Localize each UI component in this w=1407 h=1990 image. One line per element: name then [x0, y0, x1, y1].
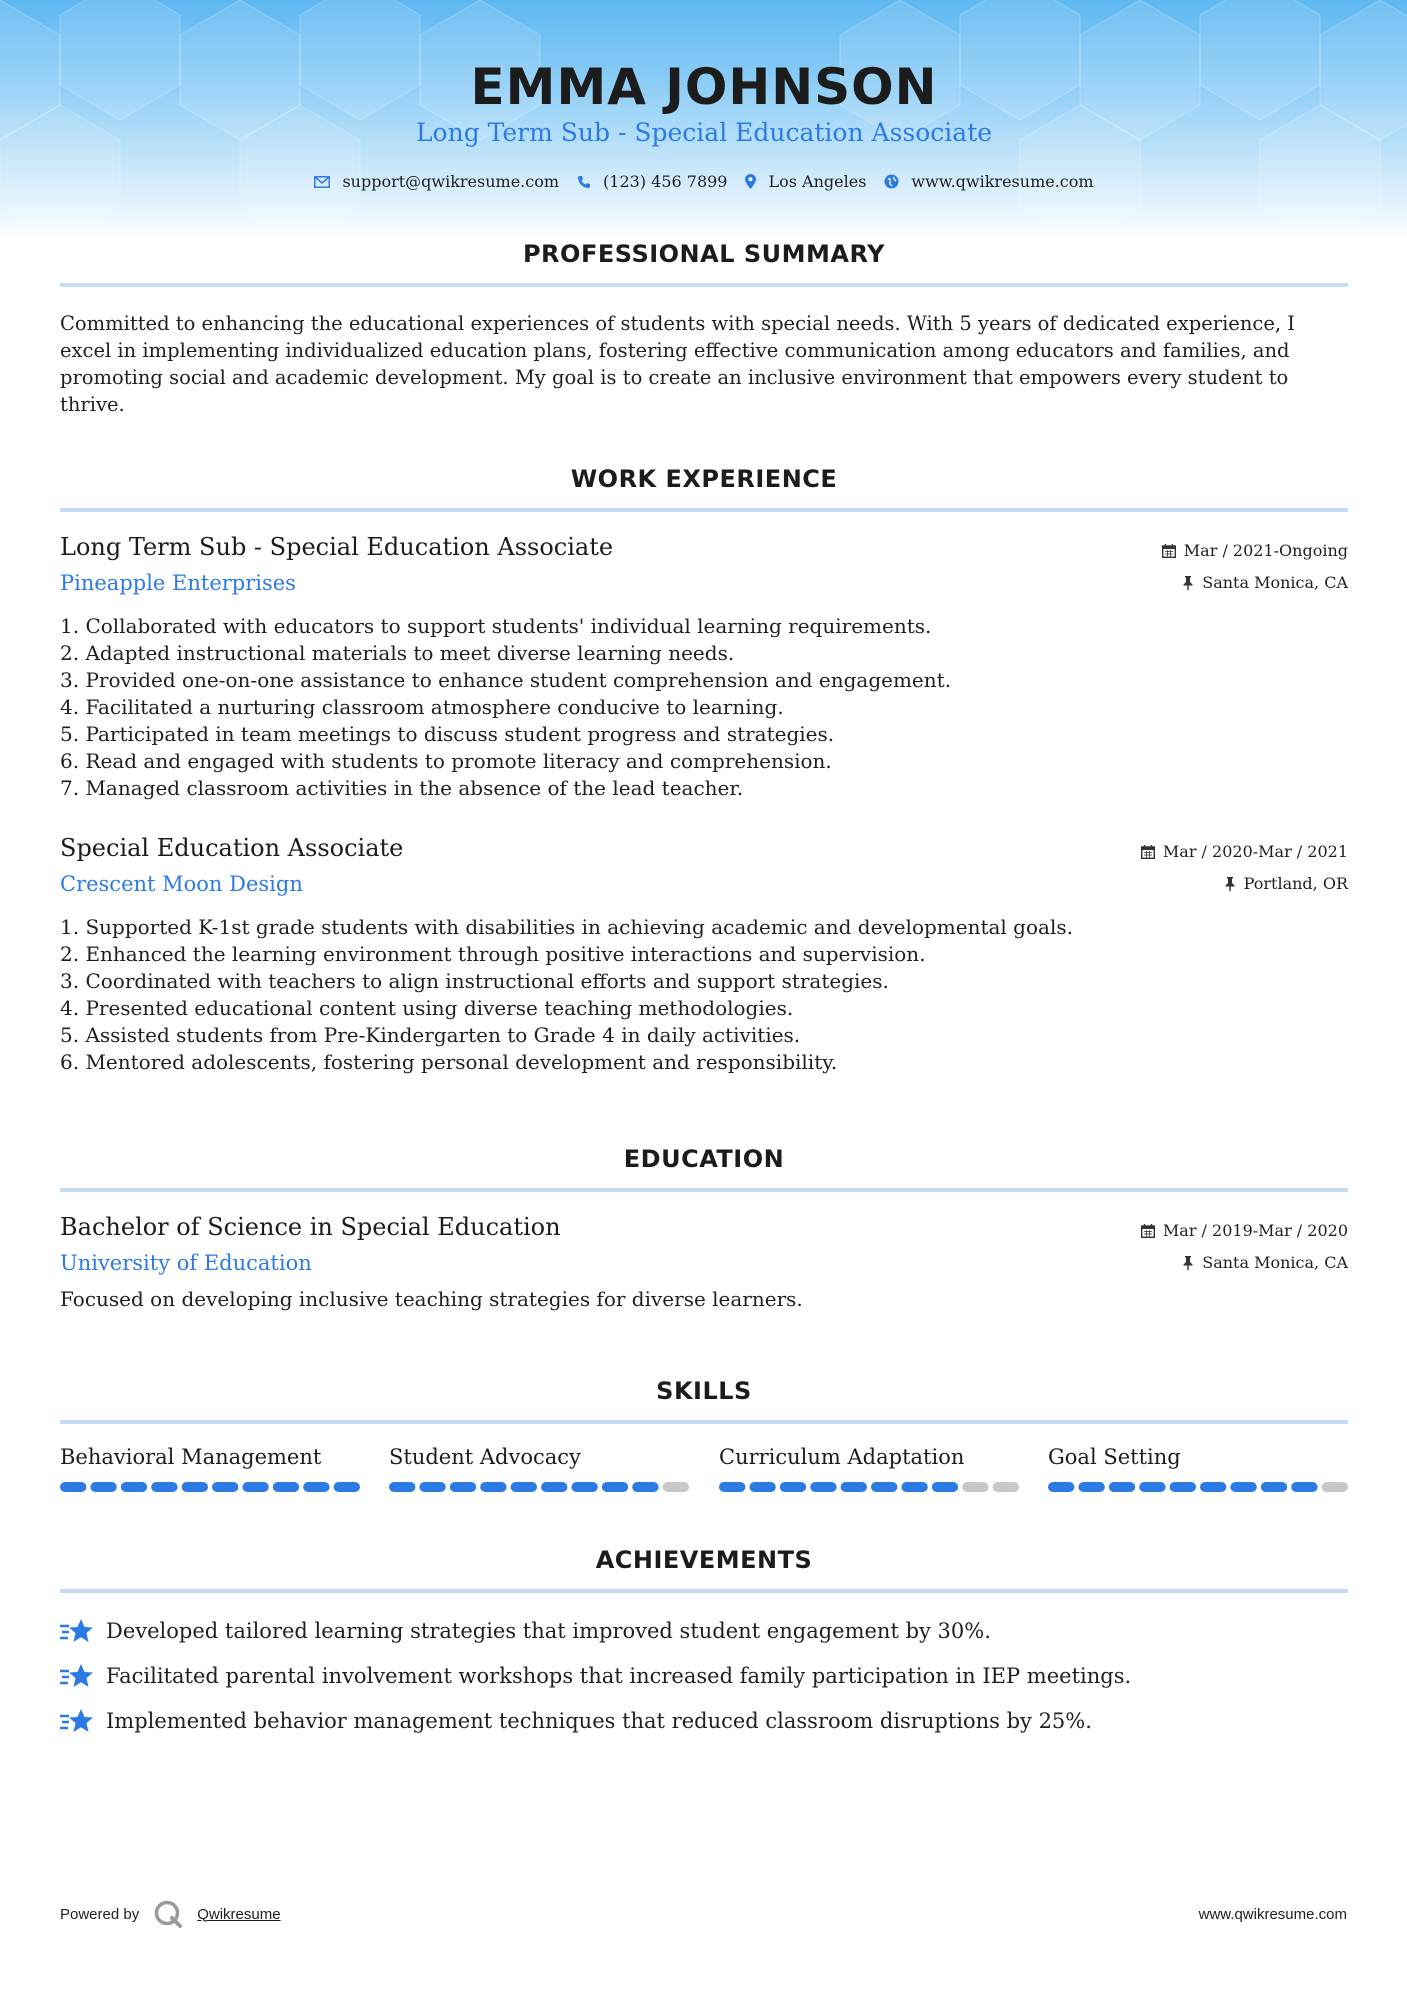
skill-name: Behavioral Management — [60, 1445, 322, 1469]
skill-segment-filled — [932, 1482, 958, 1492]
school-name: University of Education — [60, 1251, 312, 1275]
skill-name: Goal Setting — [1048, 1445, 1181, 1469]
skill-segment-filled — [810, 1482, 836, 1492]
skill-segment-filled — [90, 1482, 116, 1492]
skill-segment-empty — [1322, 1482, 1348, 1492]
skill-rating — [1048, 1482, 1348, 1492]
qwikresume-logo-icon — [153, 1899, 183, 1929]
skill-name: Student Advocacy — [389, 1445, 581, 1469]
contact-phone[interactable] — [577, 172, 727, 191]
achievement-text: Implemented behavior management techniques that reduced classroom disruptions by 25%. — [106, 1709, 1092, 1733]
skill-segment-filled — [212, 1482, 238, 1492]
job-dates-text: Mar / 2021-Ongoing — [1183, 541, 1348, 560]
calendar-icon — [1162, 544, 1176, 558]
skill-segment-filled — [334, 1482, 360, 1492]
bullet-item: 7. Managed classroom activities in the absence of the lead teacher. — [60, 776, 744, 800]
skill-segment-filled — [1078, 1482, 1104, 1492]
achievement-item — [60, 1662, 1348, 1690]
contact-email[interactable] — [314, 172, 559, 191]
bullet-item: 3. Provided one-on-one assistance to enhance student comprehension and engagement. — [60, 668, 952, 692]
skill-segment-filled — [901, 1482, 927, 1492]
skill-rating — [60, 1482, 360, 1492]
email-text: support@qwikresume.com — [342, 172, 560, 191]
job-dates-text: Mar / 2020-Mar / 2021 — [1162, 842, 1348, 861]
education-description: Focused on developing inclusive teaching strategies for diverse learners. — [60, 1287, 803, 1311]
skill-segment-filled — [480, 1482, 506, 1492]
job-location-text: Portland, OR — [1243, 874, 1348, 893]
job-bullets — [60, 613, 1348, 802]
bullet-item: 5. Assisted students from Pre-Kindergarten to Grade 4 in daily activities. — [60, 1023, 801, 1047]
skill-segment-filled — [1109, 1482, 1135, 1492]
skill-segment-filled — [1230, 1482, 1256, 1492]
bullet-item: 2. Enhanced the learning environment through positive interactions and supervision. — [60, 942, 926, 966]
summary-heading: PROFESSIONAL SUMMARY — [522, 240, 886, 268]
bullet-item: 1. Collaborated with educators to support students' individual learning requirements. — [60, 614, 932, 638]
pushpin-icon — [1182, 576, 1194, 590]
achievements-heading: ACHIEVEMENTS — [595, 1546, 813, 1574]
footer-website[interactable]: www.qwikresume.com — [1198, 1906, 1347, 1923]
skill-segment-filled — [541, 1482, 567, 1492]
skill-rating — [719, 1482, 1019, 1492]
experience-heading: WORK EXPERIENCE — [570, 465, 838, 493]
job-dates — [1141, 842, 1348, 861]
phone-icon — [577, 175, 591, 189]
achievement-text: Developed tailored learning strategies that improved student engagement by 30%. — [106, 1619, 991, 1643]
summary-text: Committed to enhancing the educational experiences of students with special needs. With 5 years of dedicated experience, I excel in implementing individualized education plans, fostering effective communication among educators and families, and promoting social and academic development. My goal is to create an inclusive environment that empowers every student to thrive. — [60, 312, 1295, 416]
skill-segment-filled — [1261, 1482, 1287, 1492]
star-icon — [60, 1662, 94, 1690]
company-name: Crescent Moon Design — [60, 872, 303, 896]
skill-segment-empty — [962, 1482, 988, 1492]
skill-segment-filled — [1200, 1482, 1226, 1492]
job-location-text: Santa Monica, CA — [1202, 573, 1348, 592]
degree-title: Bachelor of Science in Special Education — [60, 1213, 561, 1241]
skill-item — [1048, 1445, 1348, 1469]
bullet-item: 4. Presented educational content using diverse teaching methodologies. — [60, 996, 794, 1020]
bullet-item: 1. Supported K-1st grade students with disabilities in achieving academic and developmental goals. — [60, 915, 1073, 939]
skill-segment-filled — [871, 1482, 897, 1492]
skill-rating — [389, 1482, 689, 1492]
skill-segment-filled — [719, 1482, 745, 1492]
bullet-item: 5. Participated in team meetings to discuss student progress and strategies. — [60, 722, 835, 746]
skill-segment-filled — [1139, 1482, 1165, 1492]
skill-item — [389, 1445, 689, 1469]
experience-divider — [60, 508, 1348, 512]
website-text: www.qwikresume.com — [911, 172, 1094, 191]
powered-by-label: Powered by — [60, 1905, 140, 1923]
education-location-text: Santa Monica, CA — [1202, 1253, 1348, 1272]
education-divider — [60, 1188, 1348, 1192]
education-dates — [1141, 1221, 1348, 1240]
skill-item — [719, 1445, 1019, 1469]
calendar-icon — [1141, 1224, 1155, 1238]
skill-segment-filled — [182, 1482, 208, 1492]
job-title: Special Education Associate — [60, 834, 404, 862]
skill-segment-filled — [303, 1482, 329, 1492]
skill-segment-empty — [993, 1482, 1019, 1492]
candidate-name: EMMA JOHNSON — [470, 58, 938, 116]
skill-segment-filled — [273, 1482, 299, 1492]
envelope-icon — [314, 176, 330, 188]
achievement-item — [60, 1617, 1348, 1645]
job-location — [1182, 573, 1348, 592]
skill-segment-filled — [841, 1482, 867, 1492]
education-heading: EDUCATION — [623, 1145, 785, 1173]
bullet-item: 2. Adapted instructional materials to meet diverse learning needs. — [60, 641, 735, 665]
bullet-item: 6. Read and engaged with students to promote literacy and comprehension. — [60, 749, 832, 773]
skill-segment-filled — [1170, 1482, 1196, 1492]
star-icon — [60, 1707, 94, 1735]
summary-divider — [60, 283, 1348, 287]
company-name: Pineapple Enterprises — [60, 571, 296, 595]
education-location — [1182, 1253, 1348, 1272]
skills-heading: SKILLS — [656, 1377, 752, 1405]
skill-segment-filled — [450, 1482, 476, 1492]
pushpin-icon — [1182, 1256, 1194, 1270]
phone-text: (123) 456 7899 — [603, 172, 728, 191]
achievement-item — [60, 1707, 1348, 1735]
contact-location — [745, 172, 866, 191]
qwikresume-link[interactable]: Qwikresume — [197, 1905, 281, 1923]
bullet-item: 3. Coordinated with teachers to align instructional efforts and support strategies. — [60, 969, 889, 993]
skill-segment-filled — [151, 1482, 177, 1492]
footer-powered-by — [60, 1899, 281, 1929]
skill-segment-filled — [389, 1482, 415, 1492]
calendar-icon — [1141, 845, 1155, 859]
bullet-item: 6. Mentored adolescents, fostering personal development and responsibility. — [60, 1050, 838, 1074]
skill-segment-empty — [663, 1482, 689, 1492]
bullet-item: 4. Facilitated a nurturing classroom atmosphere conducive to learning. — [60, 695, 784, 719]
education-dates-text: Mar / 2019-Mar / 2020 — [1162, 1221, 1348, 1240]
skill-segment-filled — [1048, 1482, 1074, 1492]
skill-segment-filled — [602, 1482, 628, 1492]
achievement-text: Facilitated parental involvement workshops that increased family participation in IEP meetings. — [106, 1664, 1132, 1688]
pushpin-icon — [1224, 877, 1236, 891]
location-text: Los Angeles — [768, 172, 867, 191]
skill-segment-filled — [1291, 1482, 1317, 1492]
skill-name: Curriculum Adaptation — [719, 1445, 965, 1469]
job-bullets — [60, 914, 1348, 1076]
job-title: Long Term Sub - Special Education Associate — [60, 533, 614, 561]
achievements-divider — [60, 1589, 1348, 1593]
skill-segment-filled — [571, 1482, 597, 1492]
skill-segment-filled — [511, 1482, 537, 1492]
map-pin-icon — [745, 174, 756, 189]
skill-segment-filled — [419, 1482, 445, 1492]
skill-segment-filled — [121, 1482, 147, 1492]
star-icon — [60, 1617, 94, 1645]
job-location — [1224, 874, 1348, 893]
contact-row — [60, 172, 1348, 191]
job-dates — [1162, 541, 1348, 560]
skill-segment-filled — [60, 1482, 86, 1492]
skill-segment-filled — [780, 1482, 806, 1492]
skill-item — [60, 1445, 360, 1469]
skill-segment-filled — [749, 1482, 775, 1492]
candidate-title: Long Term Sub - Special Education Associate — [415, 118, 993, 147]
contact-website[interactable] — [884, 172, 1093, 191]
skills-divider — [60, 1420, 1348, 1424]
globe-icon — [884, 174, 899, 189]
skill-segment-filled — [632, 1482, 658, 1492]
skill-segment-filled — [242, 1482, 268, 1492]
